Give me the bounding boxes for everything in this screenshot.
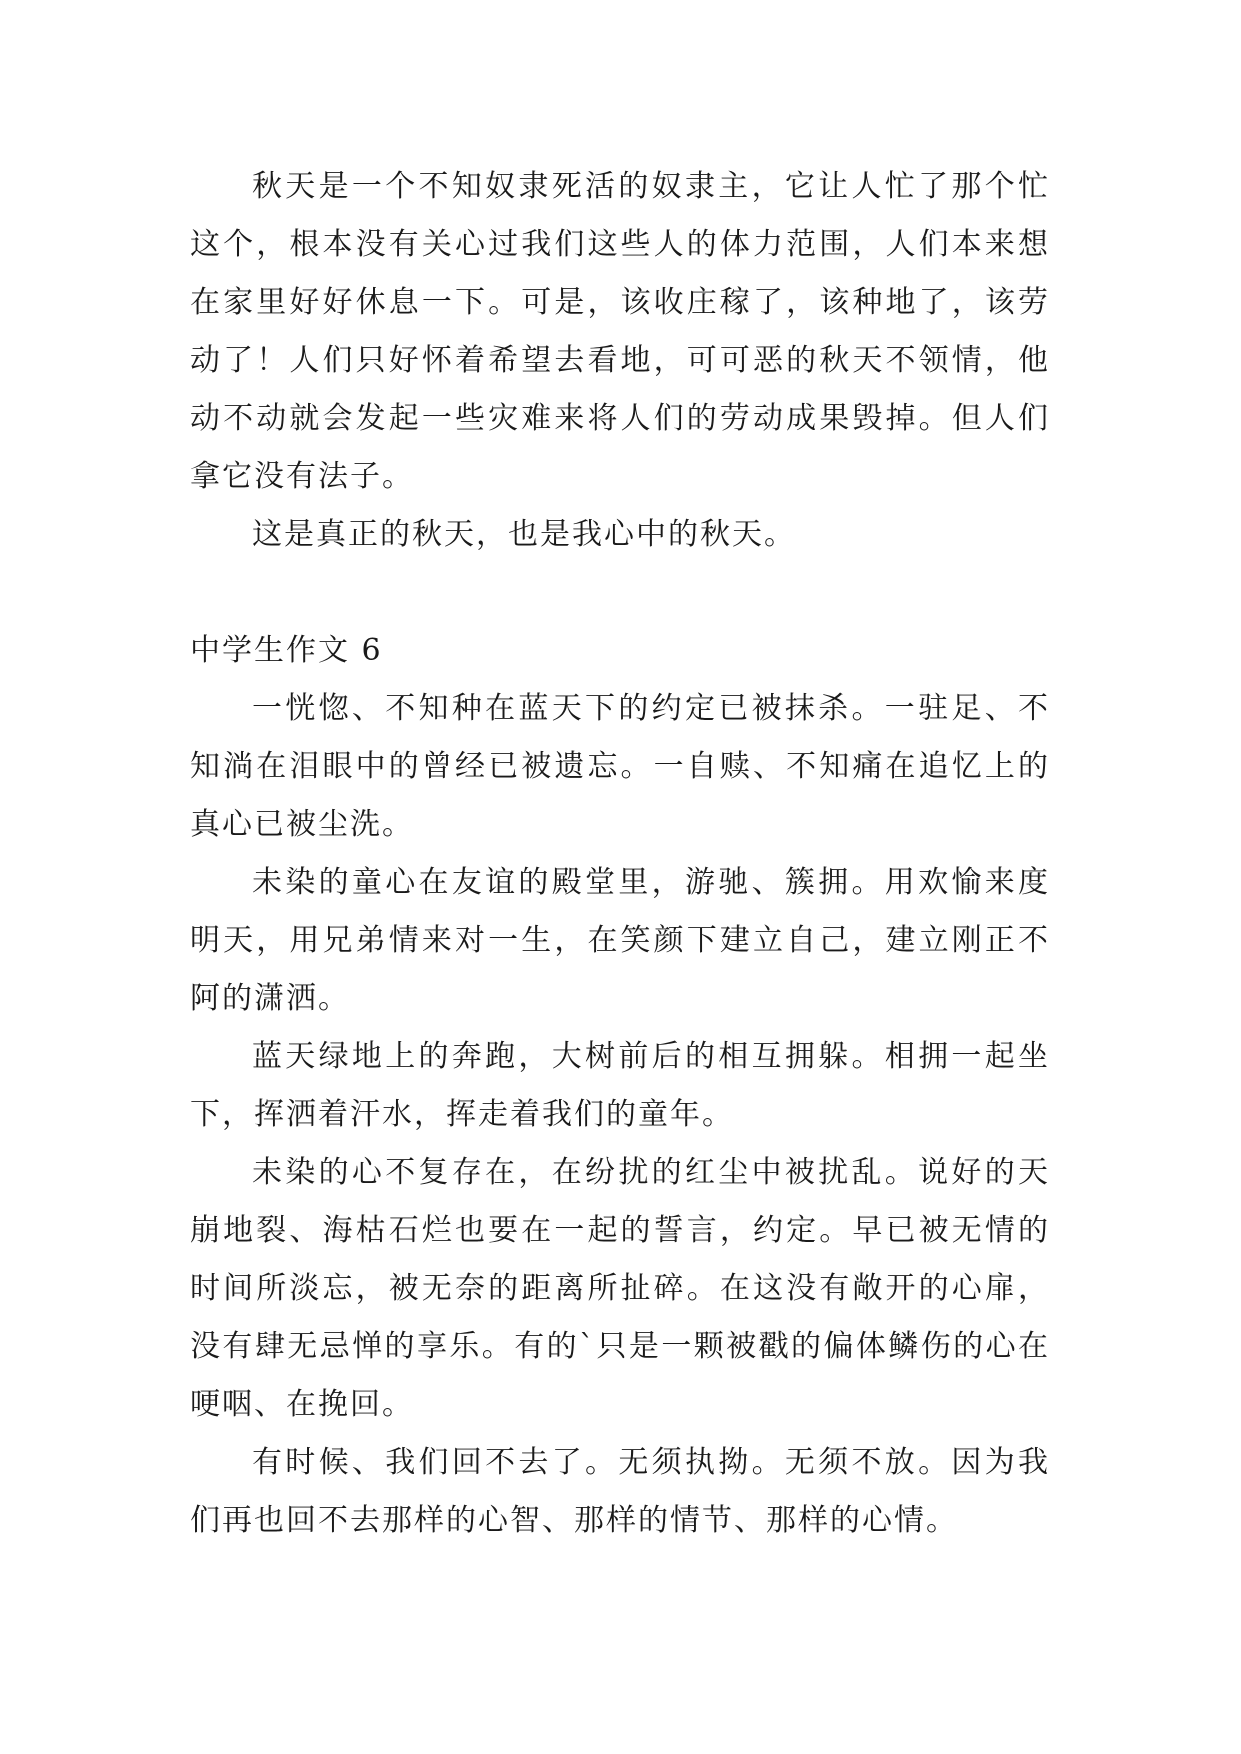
paragraph: 蓝天绿地上的奔跑，大树前后的相互拥躲。相拥一起坐下，挥洒着汗水，挥走着我们的童年。 <box>190 1039 1050 1132</box>
paragraph: 这是真正的秋天，也是我心中的秋天。 <box>252 517 796 552</box>
paragraph: 有时候、我们回不去了。无须执拗。无须不放。因为我们再也回不去那样的心智、那样的情节、那样的心情。 <box>190 1445 1050 1538</box>
paragraph: 秋天是一个不知奴隶死活的奴隶主，它让人忙了那个忙这个，根本没有关心过我们这些人的体力范围，人们本来想在家里好好休息一下。可是，该收庄稼了，该种地了，该劳动了！人们只好怀着希望去看地，可可恶的秋天不领情，他动不动就会发起一些灾难来将人们的劳动成果毁掉。但人们拿它没有法子。 <box>190 169 1050 494</box>
paragraph: 未染的心不复存在，在纷扰的红尘中被扰乱。说好的天崩地裂、海枯石烂也要在一起的誓言，约定。早已被无情的时间所淡忘，被无奈的距离所扯碎。在这没有敞开的心扉，没有肆无忌惮的享乐。有的`只是一颗被戳的偏体鳞伤的心在哽咽、在挽回。 <box>190 1155 1050 1422</box>
paragraph: 一恍惚、不知种在蓝天下的约定已被抹杀。一驻足、不知淌在泪眼中的曾经已被遗忘。一自赎、不知痛在追忆上的真心已被尘洗。 <box>190 691 1050 842</box>
document-body <box>190 158 1050 1550</box>
section-gap <box>190 564 1050 622</box>
essay-title: 中学生作文 6 <box>190 633 383 668</box>
paragraph: 未染的童心在友谊的殿堂里，游驰、簇拥。用欢愉来度明天，用兄弟情来对一生，在笑颜下建立自己，建立刚正不阿的潇洒。 <box>190 865 1050 1016</box>
